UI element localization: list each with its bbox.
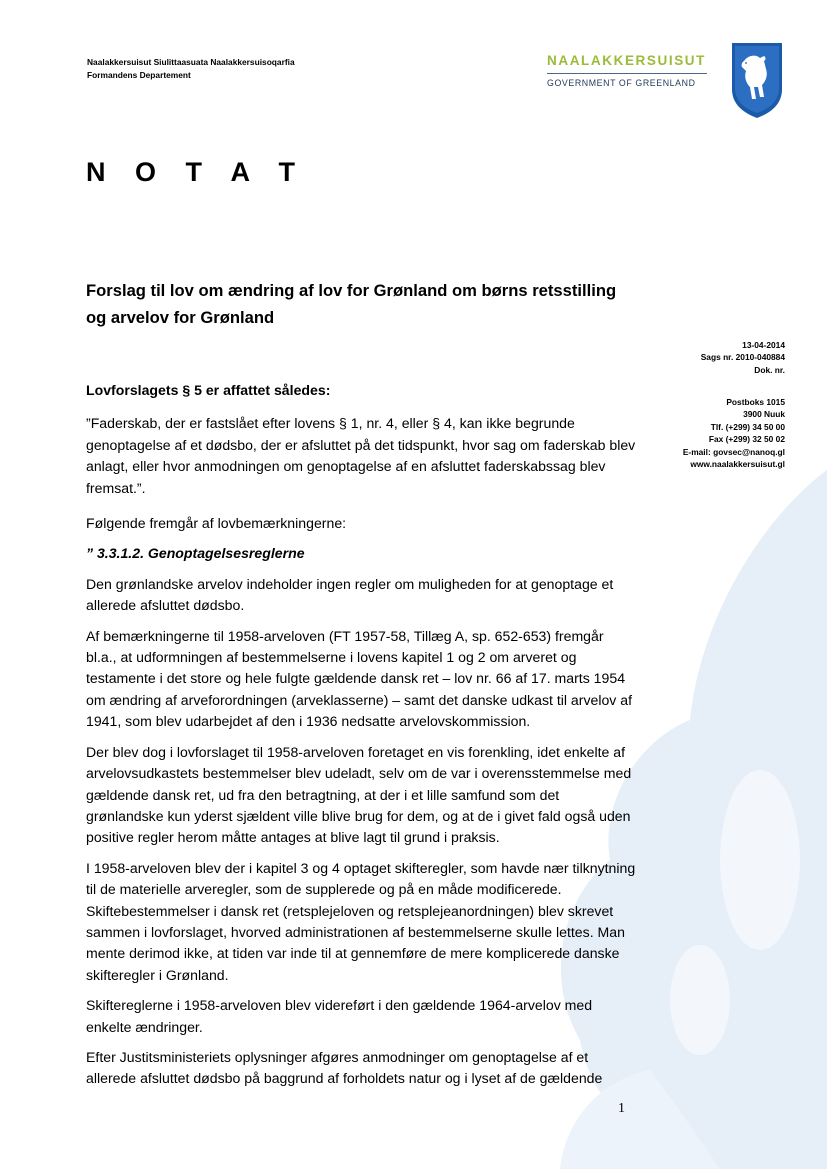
law-quote: ”Faderskab, der er fastslået efter lovens § 1, nr. 4, eller § 4, kan ikke begrunde genoptagelse af et dødsbo, der er afsluttet på det tidspunkt, hvor sag om faderskab blev anlagt, eller hvor anmodningen om genoptagelse af en afsluttet faderskabssag blev fremsat.”. <box>86 415 636 496</box>
postbox: Postboks 1015 <box>726 397 785 407</box>
body-paragraph: I 1958-arveloven blev der i kapitel 3 og 4 optaget skifteregler, som havde nær tilknytning til de materielle arveregler, som de supplerede og på en måde modificerede. Skiftebestemmelser i dansk ret (retsplejeloven og retsplejeanordningen) blev skrevet sammen i lovforslaget, hvorved administrationen af bestemmelserne skulle lettes. Man mente derimod ikke, at tiden var inde til at gennemføre de mere komplicerede danske skifteregler i Grønland. <box>86 859 636 983</box>
document-title-line-2: og arvelov for Grønland <box>86 308 275 327</box>
government-logo-text <box>547 53 707 88</box>
document-title-line-1: Forslag til lov om ændring af lov for Grønland om børns retsstilling <box>86 281 617 300</box>
page-number: 1 <box>618 1101 625 1116</box>
department-line-1: Naalakkersuisut Siulittaasuata Naalakkersuisoqarfia <box>87 57 295 67</box>
fax: Fax (+299) 32 50 02 <box>708 434 785 445</box>
body-paragraph: Skiftereglerne i 1958-arveloven blev videreført i den gældende 1964-arvelov med enkelte ændringer. <box>86 997 593 1035</box>
city: 3900 Nuuk <box>743 409 785 420</box>
case-number: Sags nr. 2010-040884 <box>700 352 785 363</box>
department-line-2: Formandens Departement <box>87 70 191 80</box>
body-paragraph: Af bemærkningerne til 1958-arveloven (FT 1957-58, Tillæg A, sp. 652-653) fremgår bl.a., at udformningen af bestemmelserne i lovens kapitel 1 og 2 om arveret og testamente i det store og hele fulgte gældende dansk ret – lov nr. 66 af 17. marts 1954 om ændring af arveforordningen (arveklasserne) – samt det danske udkast til arvelov af 1941, som blev udarbejdet af den i 1936 nedsatte arvelovskommission. <box>86 627 633 730</box>
website: www.naalakkersuisut.gl <box>690 459 785 470</box>
intro-paragraph: Følgende fremgår af lovbemærkningerne: <box>86 515 347 532</box>
section-heading: Lovforslagets § 5 er affattet således: <box>86 382 331 398</box>
document-number: Dok. nr. <box>754 364 785 375</box>
department-name <box>87 56 295 82</box>
greenland-crest-icon <box>730 41 784 119</box>
email: E-mail: govsec@nanoq.gl <box>682 446 785 457</box>
body-paragraph: Der blev dog i lovforslaget til 1958-arveloven foretaget en vis forenkling, idet enkelte af arvelovsudkastets bestemmelser blev udeladt, selv om de var i overensstemmelse med gældende dansk ret, ud fra den betragtning, at der i et lille samfund som det grønlandske kun yderst sjældent ville blive brug for dem, og at de i givet fald også uden positive regler herom måtte antages at blive lagt til grund i praksis. <box>86 743 632 846</box>
brand-subtitle: GOVERNMENT OF GREENLAND <box>547 78 696 88</box>
document-body <box>86 380 638 1099</box>
brand-name: NAALAKKERSUISUT <box>547 53 706 68</box>
phone: Tlf. (+299) 34 50 00 <box>710 421 785 432</box>
body-paragraph: Den grønlandske arvelov indeholder ingen regler om muligheden for at genoptage et allerede afsluttet dødsbo. <box>86 575 614 614</box>
brand-divider <box>547 73 707 74</box>
subsection-heading: ” 3.3.1.2. Genoptagelsesreglerne <box>86 545 305 562</box>
document-title <box>86 277 646 331</box>
document-type-title: N O T A T <box>86 157 306 187</box>
body-paragraph: Efter Justitsministeriets oplysninger afgøres anmodninger om genoptagelse af et allerede afsluttet dødsbo på baggrund af forholdets natur og i lyset af de gældende <box>86 1048 603 1087</box>
document-date: 13-04-2014 <box>742 340 785 350</box>
document-metadata <box>600 339 785 376</box>
